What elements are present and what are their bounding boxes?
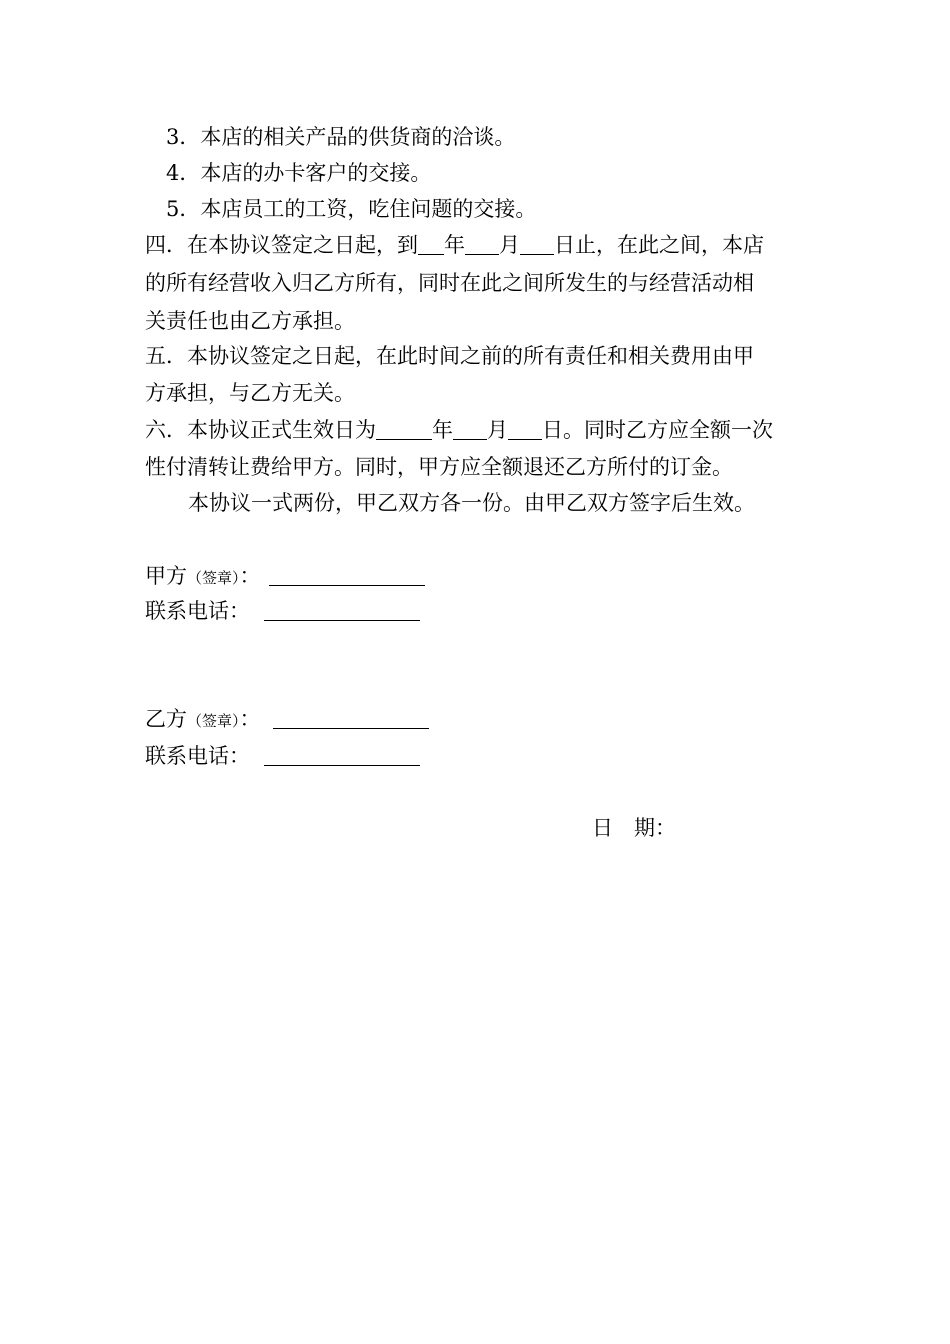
party-b-seal: （签章） [187,712,240,730]
party-a-phone [145,593,420,629]
clause-5-text-1: 五．本协议签定之日起，在此时间之前的所有责任和相关费用由甲 [145,344,754,368]
clause-6-text-2: 性付清转让费给甲方。同时，甲方应全额退还乙方所付的订金。 [145,455,733,479]
clause-5-line-1 [145,338,754,374]
clause-6-line-2 [145,449,733,485]
clause-6-line-1 [145,412,773,448]
item-5-text: 5．本店员工的工资，吃住问题的交接。 [166,197,537,221]
item-4-text: 4．本店的办卡客户的交接。 [166,161,432,185]
date-label: 日 期： [592,816,676,840]
clause-6-month: 月 [487,418,508,442]
clause-4-text-a: 四．在本协议签定之日起，到 [145,233,418,257]
clause-4-line-1 [145,227,764,263]
item-3-text: 3．本店的相关产品的供货商的洽谈。 [166,125,516,149]
party-b-signature [145,701,429,737]
blank-month [453,417,487,440]
blank-year [418,232,444,255]
blank-day [508,417,542,440]
party-a-colon: ： [239,564,261,588]
date-row [592,810,676,846]
party-b-colon: ： [239,707,261,731]
clause-4-month: 月 [499,233,520,257]
blank-day [520,232,554,255]
party-a-signature [145,558,425,594]
party-b-label: 乙方 [145,707,187,731]
party-b-phone-label: 联系电话： [145,744,250,768]
clause-6-text-a: 六．本协议正式生效日为 [145,418,376,442]
clause-4-line-3 [145,303,355,339]
clause-6-year: 年 [432,418,453,442]
party-a-phone-line[interactable] [264,598,420,621]
clause-4-line-2 [145,265,754,301]
closing-statement [188,485,755,521]
item-3 [166,119,515,155]
blank-month [465,232,499,255]
party-a-label: 甲方 [145,564,187,588]
blank-year [376,417,432,440]
party-b-phone-line[interactable] [264,743,420,766]
clause-5-text-2: 方承担，与乙方无关。 [145,381,355,405]
clause-5-line-2 [145,375,355,411]
clause-4-text-2: 的所有经营收入归乙方所有，同时在此之间所发生的与经营活动相 [145,271,754,295]
party-a-phone-label: 联系电话： [145,599,250,623]
party-b-signature-line[interactable] [273,706,429,729]
clause-4-text-3: 关责任也由乙方承担。 [145,309,355,333]
clause-6-text-b: 日。同时乙方应全额一次 [542,418,773,442]
clause-4-text-b: 日止，在此之间，本店 [554,233,764,257]
item-4 [166,155,431,191]
party-a-seal: （签章） [187,569,240,587]
clause-4-year: 年 [444,233,465,257]
party-a-signature-line[interactable] [269,563,425,586]
item-5 [166,191,536,227]
party-b-phone [145,738,420,774]
closing-text: 本协议一式两份，甲乙双方各一份。由甲乙双方签字后生效。 [188,491,755,515]
